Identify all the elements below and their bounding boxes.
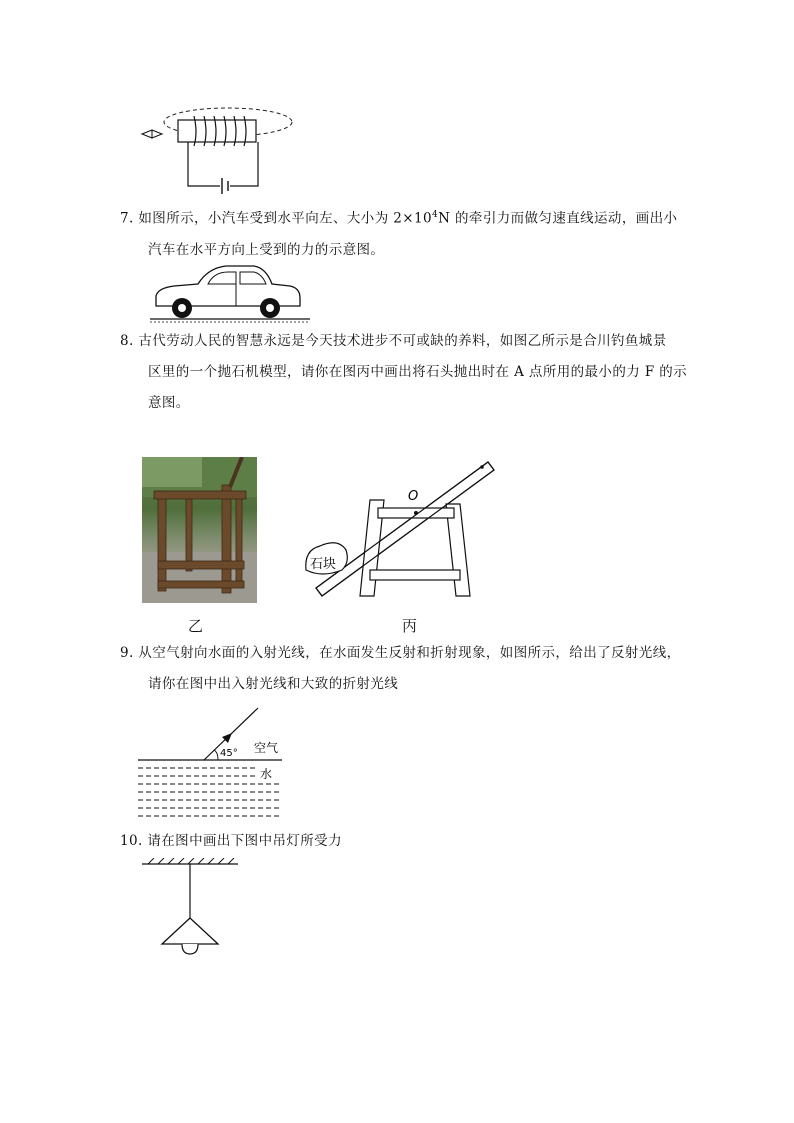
question-9 — [120, 638, 700, 700]
q7-text-pre: 如图所示，小汽车受到水平向左、大小为 2×10 — [138, 210, 432, 227]
pivot-label: O — [408, 489, 419, 504]
q8-number: 8. — [120, 333, 134, 349]
stone-label: 石块 — [310, 557, 337, 572]
q9-line2: 请你在图中出入射光线和大致的折射光线 — [148, 676, 399, 692]
q8-text-1: 古代劳动人民的智慧永远是今天技术进步不可或缺的养料，如图乙所示是合川钓鱼城景 — [138, 333, 667, 349]
caption-yi: 乙 — [188, 617, 204, 635]
caption-bing: 丙 — [402, 617, 418, 635]
air-label: 空气 — [254, 741, 279, 755]
q7-number: 7. — [120, 210, 134, 227]
question-10 — [120, 826, 700, 857]
solenoid-core — [178, 120, 256, 142]
question-8 — [120, 326, 700, 419]
angle-arc — [214, 750, 218, 760]
pivot-point — [414, 511, 418, 515]
ceiling-hatching — [148, 858, 234, 864]
q9-line1 — [120, 638, 700, 669]
lamp-shade — [162, 918, 218, 944]
light-bulb-icon — [182, 944, 198, 954]
q8-line3: 意图。 — [148, 395, 190, 411]
trebuchet-photo — [142, 457, 257, 603]
q8-line2: 区里的一个抛石机模型，请你在图丙中画出将石头抛出时在 A 点所用的最小的力 F 的示 — [148, 364, 688, 380]
q10-number: 10. — [120, 833, 143, 849]
catapult-diagram — [302, 458, 497, 598]
angle-label: 45° — [220, 748, 238, 759]
q8-line1 — [120, 326, 700, 357]
hanging-lamp-figure — [138, 858, 242, 958]
q9-number: 9. — [120, 645, 134, 661]
question-7 — [120, 200, 680, 266]
battery-icon — [222, 178, 228, 194]
water-label: 水 — [260, 767, 273, 781]
q7-line2: 汽车在水平方向上受到的力的示意图。 — [148, 241, 385, 258]
q7-line1 — [120, 200, 680, 235]
solenoid-figure — [138, 100, 298, 195]
q9-text-1: 从空气射向水面的入射光线，在水面发生反射和折射现象，如图所示，给出了反射光线， — [138, 645, 681, 661]
compass-needle-icon — [142, 130, 162, 138]
circuit-wire — [188, 142, 258, 186]
reflection-figure — [136, 704, 286, 820]
car-figure — [150, 262, 310, 324]
q10-text-1: 请在图中画出下图中吊灯所受力 — [147, 833, 342, 849]
q7-text-post: N 的牵引力而做匀速直线运动，画出小 — [438, 210, 678, 227]
q7-exponent: 4 — [431, 210, 439, 220]
